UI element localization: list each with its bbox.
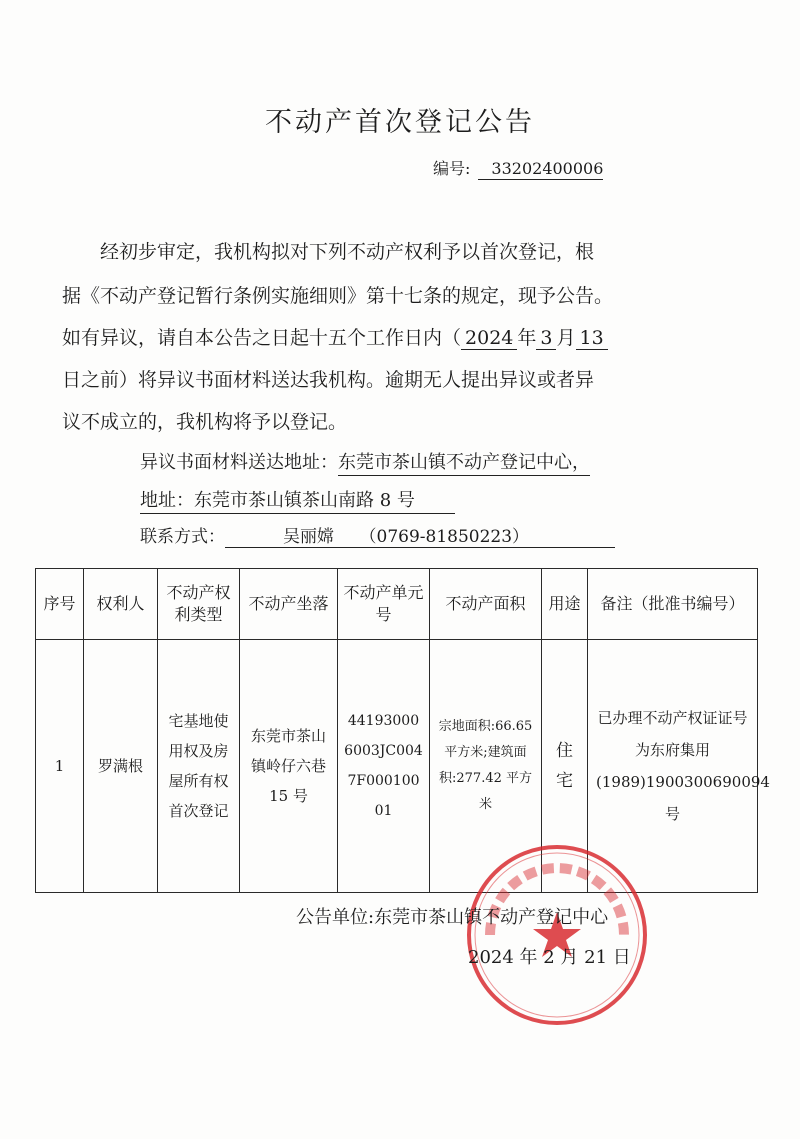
body-line-2: 据《不动产登记暂行条例实施细则》第十七条的规定，现予公告。 <box>62 285 614 307</box>
month-char: 月 <box>556 327 576 349</box>
cell-area: 宗地面积:66.65 平方米;建筑面积:277.42 平方米 <box>430 640 542 893</box>
contact-label: 联系方式： <box>140 527 225 547</box>
cell-owner: 罗满根 <box>84 640 158 893</box>
cell-location: 东莞市茶山镇岭仔六巷 15 号 <box>240 640 338 893</box>
street-address-text: 地址：东莞市茶山镇茶山南路 8 号 <box>140 490 455 514</box>
cell-note: 已办理不动产权证证号为东府集用(1989)1900300690094 号 <box>588 640 758 893</box>
deadline-month: 3 <box>536 327 556 350</box>
header-location: 不动产坐落 <box>240 569 338 640</box>
cell-right-type: 宅基地使用权及房屋所有权首次登记 <box>158 640 240 893</box>
body-line-3 <box>62 326 608 350</box>
cell-index: 1 <box>36 640 84 893</box>
header-right-type: 不动产权利类型 <box>158 569 240 640</box>
year-char: 年 <box>517 327 537 349</box>
header-owner: 权利人 <box>84 569 158 640</box>
header-unit-no: 不动产单元号 <box>338 569 430 640</box>
body-line-5: 议不成立的，我机构将予以登记。 <box>62 411 348 433</box>
objection-address <box>140 448 590 474</box>
page-title: 不动产首次登记公告 <box>265 107 535 138</box>
header-note: 备注（批准书编号） <box>588 569 758 640</box>
cell-use: 住宅 <box>542 640 588 893</box>
body-line-1: 经初步审定，我机构拟对下列不动产权利予以首次登记，根 <box>100 241 595 263</box>
table-header-row <box>36 569 758 640</box>
issuing-unit: 公告单位:东莞市茶山镇不动产登记中心 <box>296 907 609 928</box>
document-number <box>433 156 603 180</box>
deadline-day: 13 <box>576 327 608 350</box>
number-label: 编号: <box>433 159 471 178</box>
body-line-4: 日之前）将异议书面材料送达我机构。逾期无人提出异议或者异 <box>62 369 595 391</box>
deadline-year: 2024 <box>461 327 517 350</box>
contact-value: 吴丽嫦 （0769-81850223） <box>225 522 615 548</box>
address-label: 异议书面材料送达地址： <box>140 452 338 473</box>
street-address <box>140 486 455 512</box>
address-value: 东莞市茶山镇不动产登记中心， <box>338 452 590 476</box>
contact-info <box>140 522 615 548</box>
body-line-3-text: 如有异议，请自本公告之日起十五个工作日内（ <box>62 327 462 349</box>
header-area: 不动产面积 <box>430 569 542 640</box>
cell-unit-no: 441930006003JC0047F00010001 <box>338 640 430 893</box>
number-value: 33202400006 <box>478 159 603 180</box>
header-use: 用途 <box>542 569 588 640</box>
issue-date: 2024 年 2 月 21 日 <box>468 947 631 968</box>
header-index: 序号 <box>36 569 84 640</box>
official-seal <box>462 840 652 1030</box>
